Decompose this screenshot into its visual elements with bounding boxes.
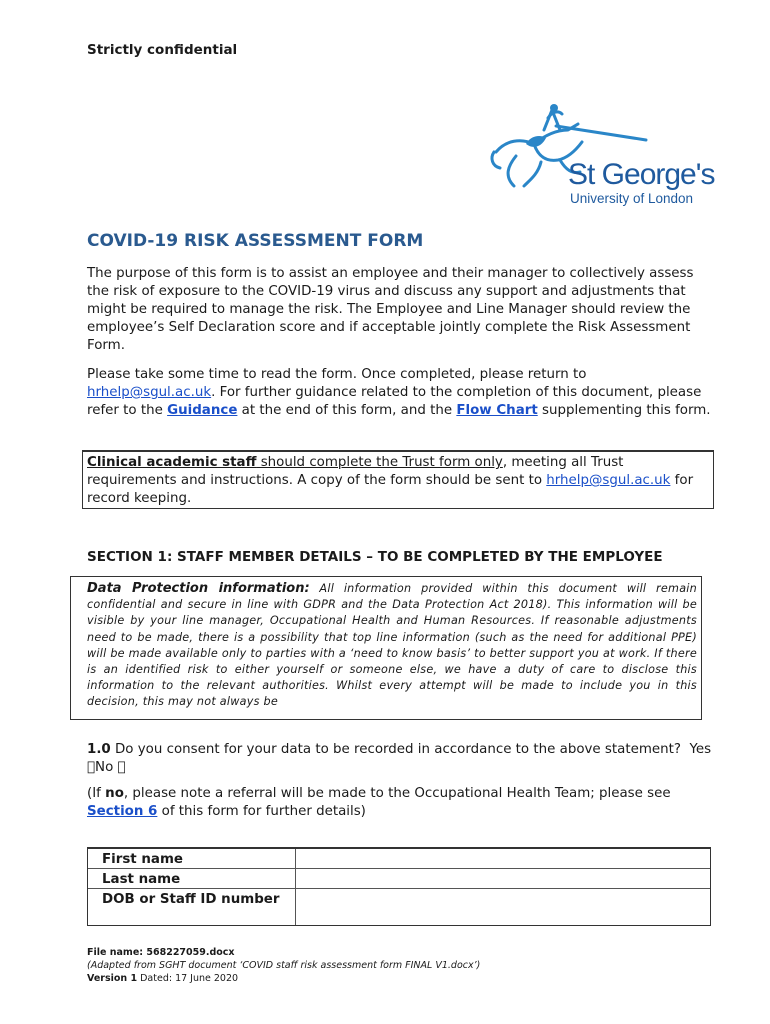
guidance-link[interactable]: Guidance (167, 403, 238, 418)
question-text: Do you consent for your data to be recorded in accordance to the above statement? (110, 742, 681, 757)
instructions-text-d: supplementing this form. (537, 403, 711, 418)
clinical-text-end: for record keeping. (87, 473, 694, 506)
data-protection-heading: Data Protection information: (87, 581, 310, 596)
referral-text-a: (If (87, 786, 106, 801)
footer-version-label: Version 1 (87, 973, 138, 984)
consent-question (87, 741, 717, 777)
yes-checkbox[interactable] (87, 760, 95, 775)
footer (87, 946, 480, 985)
yes-option-label: Yes (689, 742, 712, 757)
intro-paragraph: The purpose of this form is to assist an employee and their manager to collectively assess the risk of exposure to the COVID-19 virus and discuss any support and adjustments that might be required to manage the risk. The Employee and Line Manager should review the employee’s Self Declaration score and if acceptable jointly complete the Risk Assessment Form. (87, 266, 694, 353)
question-number: 1.0 (87, 742, 111, 757)
logo-name: St George's (568, 158, 715, 191)
first-name-input[interactable] (296, 849, 710, 868)
footer-file-name: File name: 568227059.docx (87, 947, 235, 958)
no-option-label: No (87, 760, 106, 775)
table-row (88, 889, 710, 925)
instructions-text-a: Please take some time to read the form. Once completed, please return to (87, 367, 587, 382)
section1-heading: SECTION 1: STAFF MEMBER DETAILS – TO BE COMPLETED BY THE EMPLOYEE (87, 549, 663, 565)
data-protection-box (70, 576, 702, 720)
st-georges-logo (486, 100, 726, 210)
table-row (88, 849, 710, 869)
confidential-label: Strictly confidential (87, 42, 238, 58)
table-divider (295, 849, 296, 925)
referral-no: no (105, 786, 124, 801)
trust-form-only-text: should complete the Trust form only (256, 455, 503, 470)
clinical-text: , meeting all Trust requirements and instructions. A copy of the form should be sent to (87, 455, 624, 488)
footer-version (87, 972, 480, 985)
referral-text-b: , please note a referral will be made to the Occupational Health Team; please see (123, 786, 671, 801)
no-checkbox[interactable] (118, 760, 126, 775)
table-row (88, 869, 710, 889)
hrhelp-email-link[interactable]: hrhelp@sgul.ac.uk (87, 385, 212, 400)
instructions-text-b: . For further guidance related to the completion of this document, please refer to the (87, 385, 702, 418)
referral-note (87, 785, 727, 821)
last-name-input[interactable] (296, 869, 710, 888)
staff-details-table (87, 847, 711, 926)
clinical-email-link[interactable]: hrhelp@sgul.ac.uk (546, 473, 671, 488)
page-title: COVID-19 RISK ASSESSMENT FORM (87, 231, 424, 251)
instructions-text-c: at the end of this form, and the (237, 403, 457, 418)
footer-adapted-note: (Adapted from SGHT document ‘COVID staff risk assessment form FINAL V1.docx’) (87, 960, 481, 971)
footer-dated: Dated: 17 June 2020 (137, 973, 239, 984)
clinical-staff-label: Clinical academic staff (87, 455, 257, 470)
dob-staff-id-label: DOB or Staff ID number (102, 892, 280, 907)
clinical-staff-notice (82, 450, 714, 509)
first-name-label: First name (102, 852, 183, 867)
last-name-label: Last name (102, 872, 181, 887)
flow-chart-link[interactable]: Flow Chart (456, 403, 538, 418)
logo-subtitle: University of London (570, 191, 694, 206)
referral-text-c: of this form for further details) (157, 804, 366, 819)
dob-staff-id-input[interactable] (296, 889, 710, 925)
instructions-paragraph (87, 366, 717, 420)
data-protection-text: All information provided within this document will remain confidential and secure in line with GDPR and the Data Protection Act 2018). This information will be visible by your line manager, Occupational Health and Human Resources. If reasonable adjustments need to be made, there is a possibility that top line information (such as the need for additional PPE) will be made available only to parties with a ‘need to know basis’ to better support you at work. If there is an identified risk to either yourself or someone else, we have a duty of care to disclose this information to the relevant authorities. Whilst every attempt will be made to include you in this decision, this may not always be (87, 582, 697, 709)
section6-link[interactable]: Section 6 (87, 804, 158, 819)
